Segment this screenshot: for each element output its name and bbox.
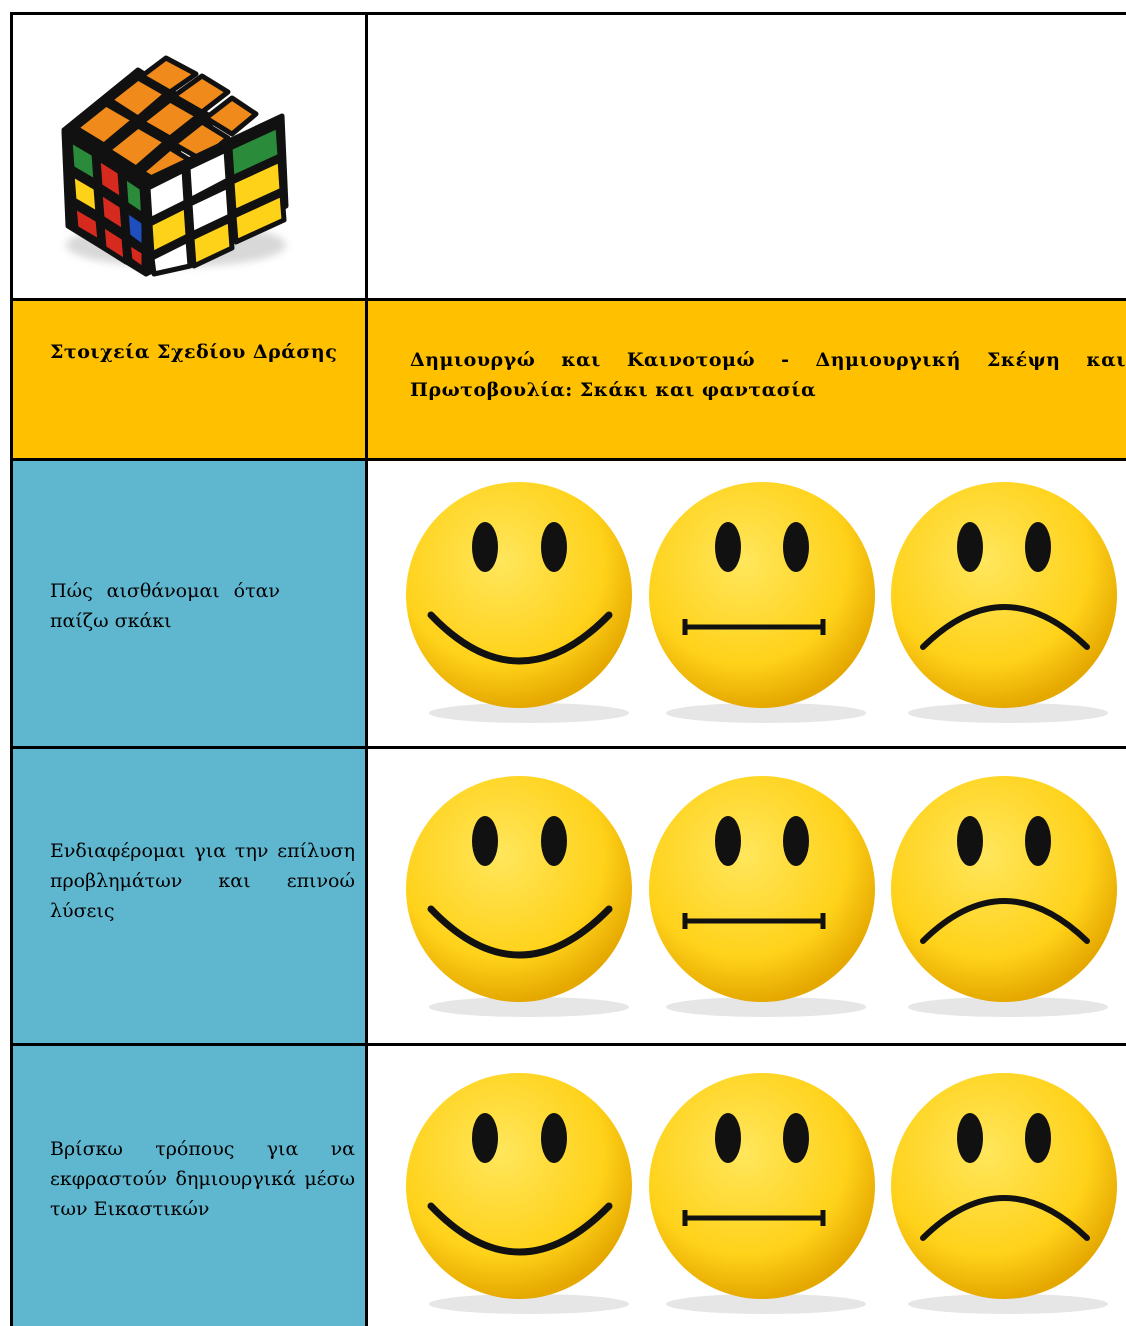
empty-cell xyxy=(367,12,1126,299)
happy-face-icon[interactable] xyxy=(399,771,641,1019)
neutral-face-icon[interactable] xyxy=(641,1068,883,1316)
neutral-face-icon[interactable] xyxy=(641,477,883,725)
row-divider xyxy=(10,746,1126,749)
table-border-left xyxy=(10,12,13,1326)
row-label-cell xyxy=(10,459,367,747)
row-label: Ενδιαφέρομαι για την επίλυση προβλημάτων και επινοώ λύσεις xyxy=(50,840,355,922)
smiley-scale xyxy=(399,771,1125,1019)
neutral-face-icon[interactable] xyxy=(641,771,883,1019)
sad-face-icon[interactable] xyxy=(883,477,1125,725)
rating-cell xyxy=(367,747,1126,1044)
row-divider xyxy=(10,1043,1126,1046)
header-title-cell xyxy=(367,299,1126,459)
row-label-cell xyxy=(10,1044,367,1326)
header-label-cell xyxy=(10,299,367,459)
row-label: Βρίσκω τρόπους για να εκφραστούν δημιουργικά μέσω των Εικαστικών xyxy=(50,1138,355,1220)
header-title: Δημιουργώ και Καινοτομώ - Δημιουργική Σκέψη και Πρωτοβουλία: Σκάκι και φαντασία xyxy=(410,349,1126,401)
image-cell xyxy=(10,12,367,299)
row-divider xyxy=(10,298,1126,301)
row-divider xyxy=(10,458,1126,461)
header-label: Στοιχεία Σχεδίου Δράσης xyxy=(50,341,338,363)
sad-face-icon[interactable] xyxy=(883,1068,1125,1316)
row-label: Πώς αισθάνομαι όταν παίζω σκάκι xyxy=(50,580,280,632)
rating-cell xyxy=(367,459,1126,747)
smiley-scale xyxy=(399,1068,1125,1316)
assessment-table xyxy=(10,12,1126,1326)
column-divider xyxy=(365,12,368,1326)
happy-face-icon[interactable] xyxy=(399,1068,641,1316)
smiley-scale xyxy=(399,477,1125,725)
rubiks-cube-icon xyxy=(46,30,298,280)
rating-cell xyxy=(367,1044,1126,1326)
sad-face-icon[interactable] xyxy=(883,771,1125,1019)
row-label-cell xyxy=(10,747,367,1044)
happy-face-icon[interactable] xyxy=(399,477,641,725)
table-border-top xyxy=(10,12,1126,15)
